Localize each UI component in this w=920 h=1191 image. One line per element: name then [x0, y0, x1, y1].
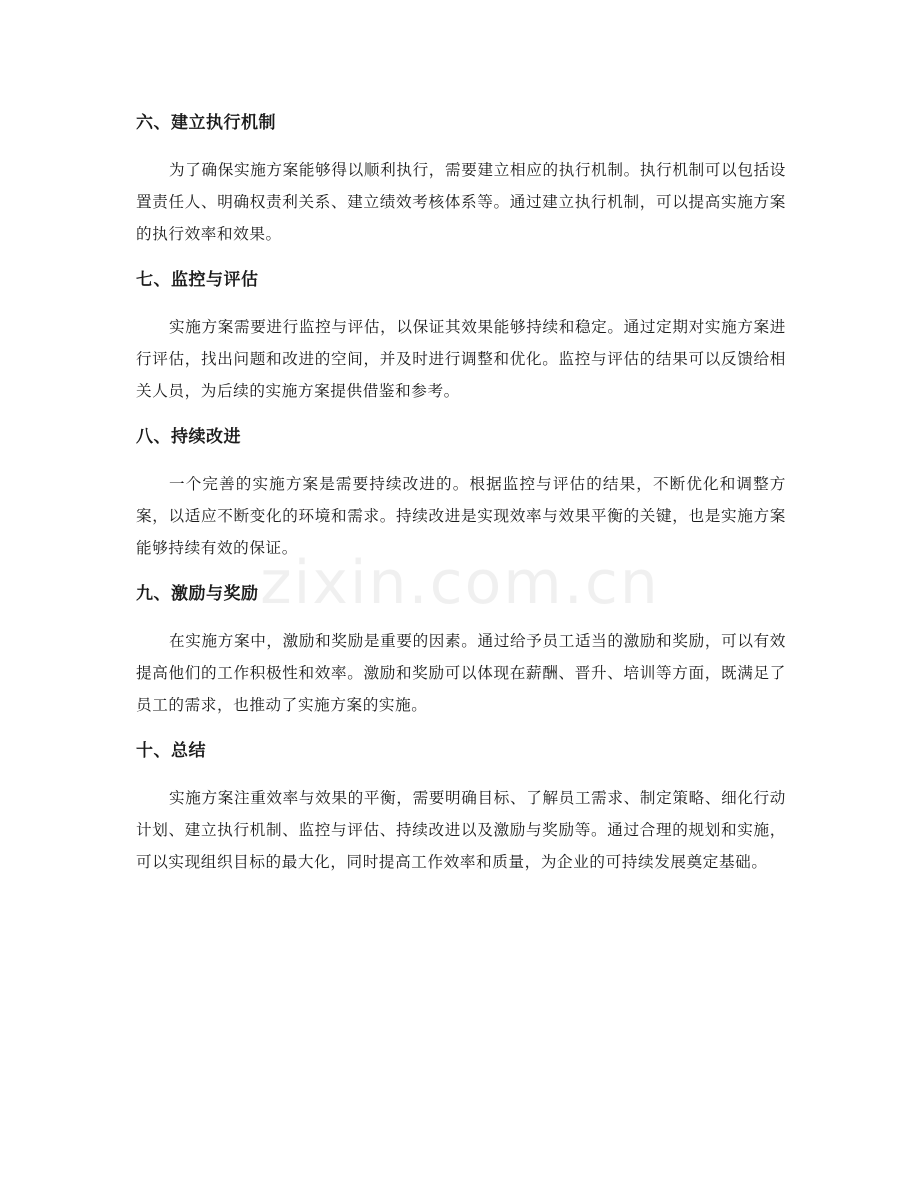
document-body — [136, 106, 786, 891]
section-paragraph: 在实施方案中，激励和奖励是重要的因素。通过给予员工适当的激励和奖励，可以有效提高他们的工作积极性和效率。激励和奖励可以体现在薪酬、晋升、培训等方面，既满足了员工的需求，也推动了实施方案的实施。 — [136, 632, 786, 714]
section-continuous-improvement — [136, 420, 786, 564]
section-monitoring-evaluation — [136, 263, 786, 407]
section-execution-mechanism — [136, 106, 786, 250]
section-heading: 九、激励与奖励 — [136, 584, 259, 604]
section-summary — [136, 734, 786, 878]
section-paragraph: 实施方案注重效率与效果的平衡，需要明确目标、了解员工需求、制定策略、细化行动计划、建立执行机制、监控与评估、持续改进以及激励与奖励等。通过合理的规划和实施，可以实现组织目标的最大化，同时提高工作效率和质量，为企业的可持续发展奠定基础。 — [136, 789, 786, 871]
section-heading: 六、建立执行机制 — [136, 113, 276, 133]
section-paragraph: 实施方案需要进行监控与评估，以保证其效果能够持续和稳定。通过定期对实施方案进行评估，找出问题和改进的空间，并及时进行调整和优化。监控与评估的结果可以反馈给相关人员，为后续的实施方案提供借鉴和参考。 — [136, 318, 786, 400]
section-heading: 七、监控与评估 — [136, 270, 259, 290]
watermark: zixin.com.cn — [260, 548, 660, 618]
section-heading: 十、总结 — [136, 741, 206, 761]
section-paragraph: 一个完善的实施方案是需要持续改进的。根据监控与评估的结果，不断优化和调整方案，以适应不断变化的环境和需求。持续改进是实现效率与效果平衡的关键，也是实施方案能够持续有效的保证。 — [136, 475, 786, 557]
section-paragraph: 为了确保实施方案能够得以顺利执行，需要建立相应的执行机制。执行机制可以包括设置责任人、明确权责利关系、建立绩效考核体系等。通过建立执行机制，可以提高实施方案的执行效率和效果。 — [136, 161, 786, 243]
section-incentives-rewards — [136, 577, 786, 721]
section-heading: 八、持续改进 — [136, 427, 241, 447]
